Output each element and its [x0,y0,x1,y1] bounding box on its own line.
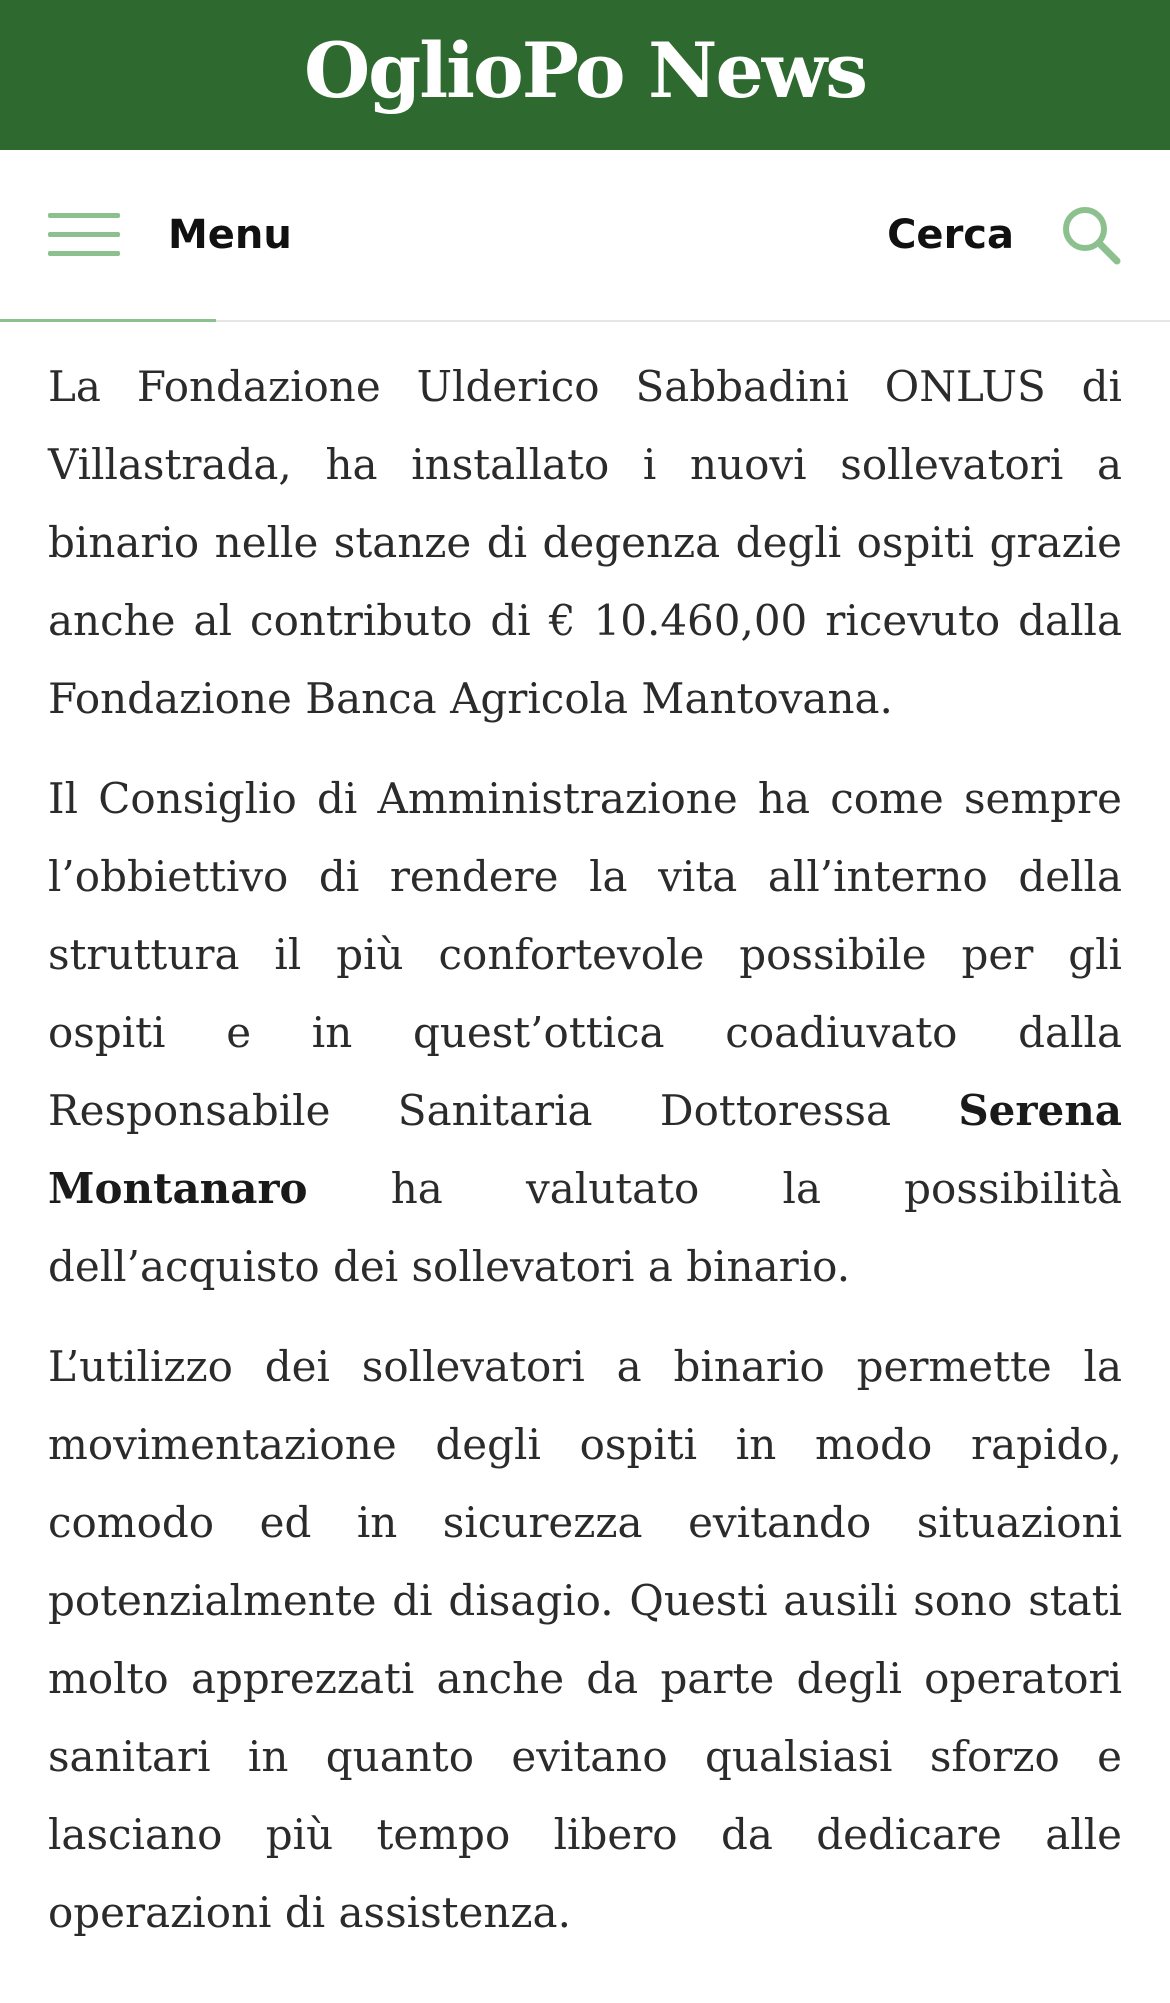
menu-button[interactable] [48,150,292,320]
article-paragraph-3: L’utilizzo dei sollevatori a binario permette la movimentazione degli ospiti in modo rapido, comodo ed in sicurezza evitando situazioni potenzialmente di disagio. Questi ausili sono stati molto apprezzati anche da parte degli operatori sanitari in quanto evitano qualsiasi sforzo e lasciano più tempo libero da dedicare alle operazioni di assistenza. [48,1342,1122,1937]
search-button[interactable] [887,150,1122,320]
paragraph-2-text-start: Il Consiglio di Amministrazione ha come sempre l’obbiettivo di rendere la vita all’interno della struttura il più confortevole possibile per gli ospiti e in quest’ottica coadiuvato dalla Responsabile Sanitaria Dottoressa [48,774,1122,1135]
search-label[interactable]: Cerca [887,212,1014,258]
menu-label[interactable]: Menu [168,212,292,258]
site-logo[interactable]: OglioPo News [303,26,867,115]
hamburger-icon[interactable] [48,209,120,261]
article-paragraph-2 [48,760,1122,1306]
search-icon[interactable] [1060,204,1122,266]
nav-accent-line [0,319,216,322]
doctor-name: Serena Montanaro [48,1086,1122,1213]
article-paragraph-1: La Fondazione Ulderico Sabbadini ONLUS di Villastrada, ha installato i nuovi sollevatori a binario nelle stanze di degenza degli ospiti grazie anche al contributo di € 10.460,00 ricevuto dalla Fondazione Banca Agricola Mantovana. [48,362,1122,723]
paragraph-2-text-end: ha valutato la possibilità dell’acquisto dei sollevatori a binario. [48,1164,1122,1291]
nav-bar [0,150,1170,322]
site-header [0,0,1170,150]
article-body [48,348,1122,1974]
